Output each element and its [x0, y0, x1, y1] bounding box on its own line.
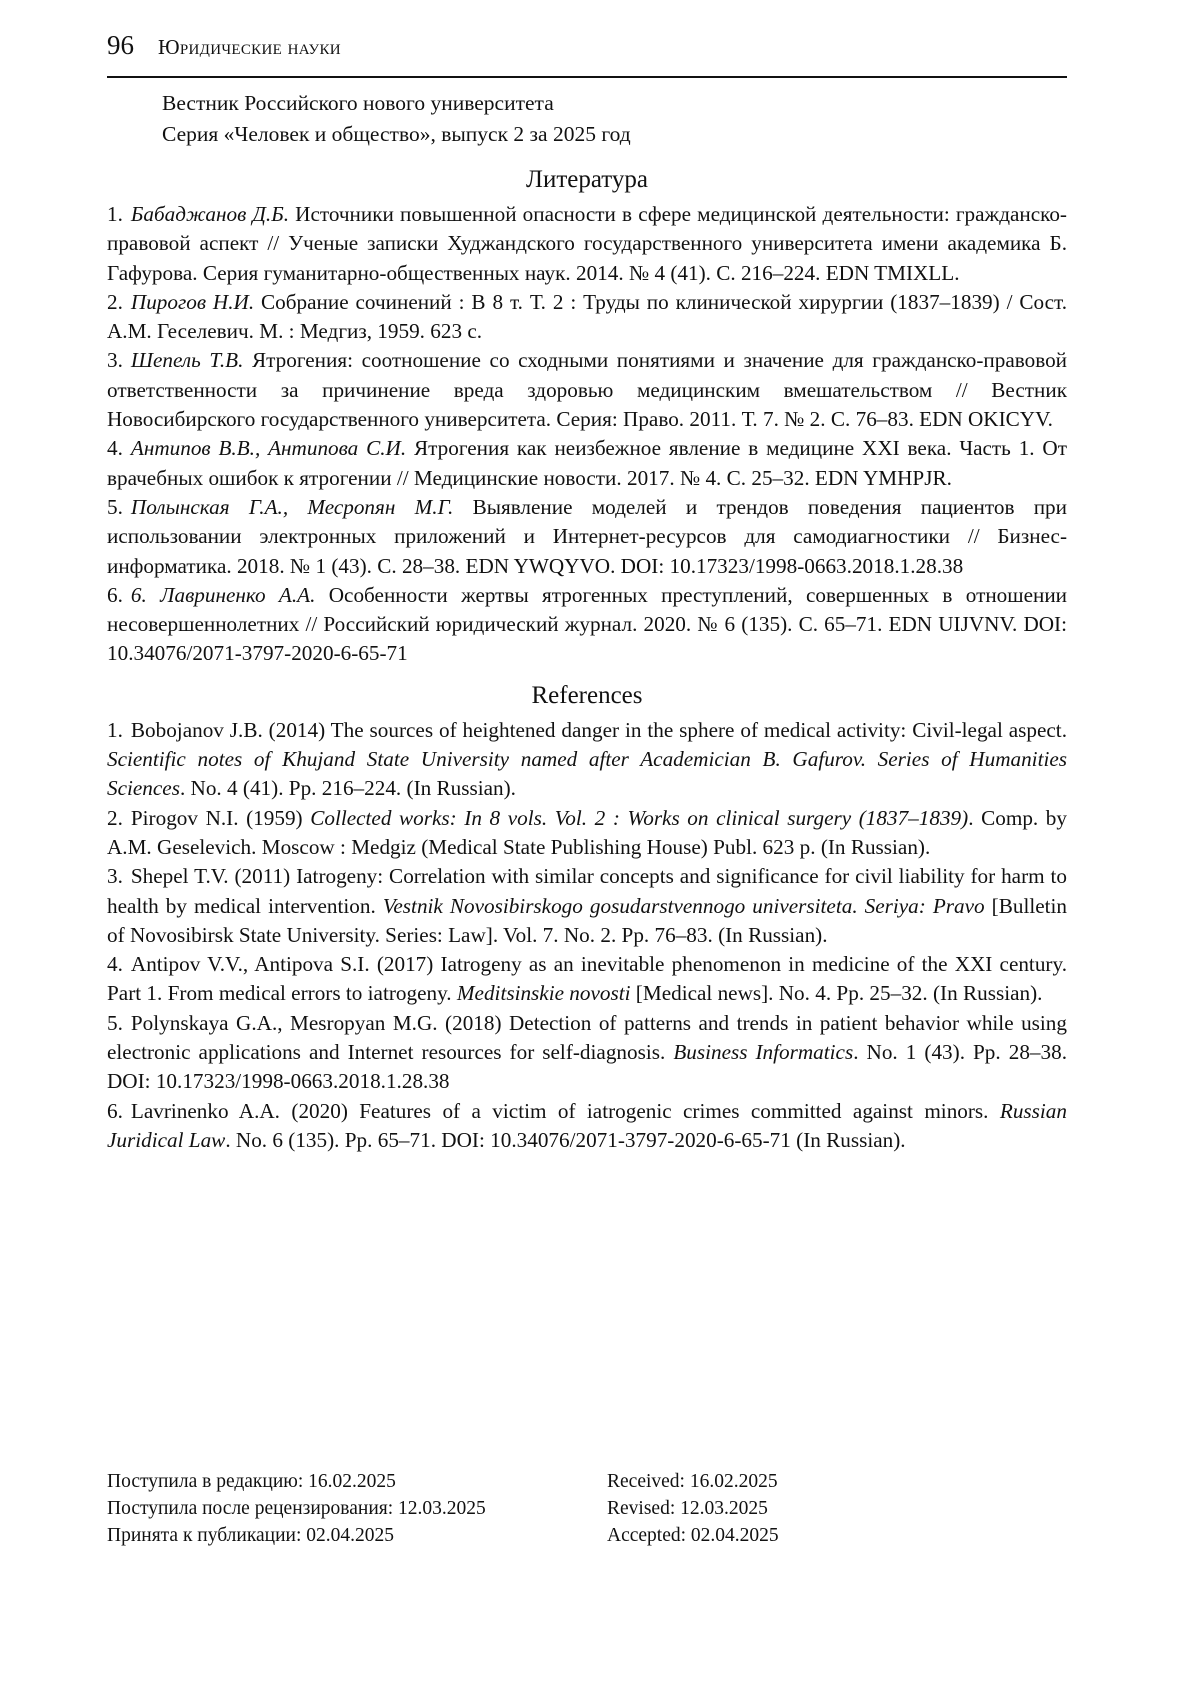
literature-title: Литература: [526, 166, 648, 193]
literature-item: 2. Пирогов Н.И. Собрание сочинений : В 8 т. Т. 2 : Труды по клинической хирургии (1837–1839) / Сост. А.М. Геселевич. М. : Медгиз, 1959. 623 с.: [107, 289, 1067, 344]
literature-item: 6. 6. Лавриненко А.А. Особенности жертвы ятрогенных преступлений, совершенных в отношении несовершеннолетних // Российский юридический журнал. 2020. № 6 (135). С. 65–71. EDN UIJVNV. DOI: 10.34076/2071-3797-2020-6-65-71: [107, 582, 1067, 666]
running-head: [107, 30, 1067, 70]
reference-item: 3. Shepel T.V. (2011) Iatrogeny: Correlation with similar concepts and significance for civil liability for harm to health by medical intervention. Vestnik Novosibirskogo gosudarstvennogo universiteta. Seriya: Pravo [Bulletin of Novosibirsk State University. Series: Law]. Vol. 7. No. 2. Pp. 76–83. (In Russian).: [107, 864, 1067, 947]
literature-item: 3. Шепель Т.В. Ятрогения: соотношение со сходными понятиями и значение для гражданско-правовой ответственности за причинение вреда здоровью медицинским вмешательством // Вестник Новосибирского государственного университета. Серия: Право. 2011. Т. 7. № 2. С. 76–83. EDN OKICYV.: [107, 348, 1068, 432]
literature-item: 5. Полынская Г.А., Месропян М.Г. Выявление моделей и трендов поведения пациентов при использовании электронных приложений и Интернет-ресурсов для самодиагностики // Бизнес-информатика. 2018. № 1 (43). С. 28–38. EDN YWQYVO. DOI: 10.17323/1998-0663.2018.1.28.38: [107, 494, 1067, 578]
reference-item: 1. Bobojanov J.B. (2014) The sources of heightened danger in the sphere of medical activity: Civil-legal aspect. Scientific notes of Khujand State University named after Academician B. Gafurov. Series of Humanities Sciences. No. 4 (41). Pp. 216–224. (In Russian).: [107, 717, 1067, 801]
reference-item: 6. Lavrinenko A.A. (2020) Features of a victim of iatrogenic crimes committed against minors. Russian Juridical Law. No. 6 (135). Pp. 65–71. DOI: 10.34076/2071-3797-2020-6-65-71 (In Russian).: [107, 1098, 1067, 1152]
header-rule: [107, 76, 1067, 78]
references-list: [107, 716, 1067, 1155]
received-date-en: Received: 16.02.2025: [607, 1471, 778, 1492]
literature-list: [107, 200, 1067, 669]
journal-name: Вестник Российского нового университета: [162, 91, 554, 115]
accepted-date-ru: Принята к публикации: 02.04.2025: [107, 1525, 395, 1546]
accepted-date-en: Accepted: 02.04.2025: [607, 1525, 779, 1546]
reference-item: 4. Antipov V.V., Antipova S.I. (2017) Iatrogeny as an inevitable phenomenon in medicine of the XXI century. Part 1. From medical errors to iatrogeny. Meditsinskie novosti [Medical news]. No. 4. Pp. 25–32. (In Russian).: [107, 952, 1067, 1006]
literature-item: 4. Антипов В.В., Антипова С.И. Ятрогения как неизбежное явление в медицине XXI века. Часть 1. От врачебных ошибок к ятрогении // Медицинские новости. 2017. № 4. С. 25–32. EDN YMHPJR.: [107, 436, 1067, 490]
page-number: 96: [107, 30, 134, 60]
journal-series: Серия «Человек и общество», выпуск 2 за 2025 год: [162, 122, 631, 146]
dates-english: [607, 1468, 1007, 1549]
revised-date-en: Revised: 12.03.2025: [607, 1498, 768, 1519]
dates-russian: [107, 1468, 607, 1549]
reference-item: 5. Polynskaya G.A., Mesropyan M.G. (2018) Detection of patterns and trends in patient behavior while using electronic applications and Internet resources for self-diagnosis. Business Informatics. No. 1 (43). Pp. 28–38. DOI: 10.17323/1998-0663.2018.1.28.38: [107, 1010, 1067, 1094]
article-dates: [107, 1468, 1067, 1549]
references-title: References: [531, 681, 643, 709]
received-date-ru: Поступила в редакцию: 16.02.2025: [107, 1471, 396, 1492]
journal-info: [162, 88, 1067, 150]
literature-item: 1. Бабаджанов Д.Б. Источники повышенной опасности в сфере медицинской деятельности: гражданско-правовой аспект // Ученые записки Худжандского государственного университета имени академика Б. Гафурова. Серия гуманитарно-общественных наук. 2014. № 4 (41). С. 216–224. EDN TMIXLL.: [107, 202, 1067, 285]
reference-item: 2. Pirogov N.I. (1959) Collected works: In 8 vols. Vol. 2 : Works on clinical surgery (1837–1839). Comp. by A.M. Geselevich. Moscow : Medgiz (Medical State Publishing House) Publ. 623 p. (In Russian).: [107, 805, 1067, 859]
page: [107, 30, 1067, 1155]
revised-date-ru: Поступила после рецензирования: 12.03.2025: [107, 1498, 486, 1519]
section-name: Юридические науки: [158, 35, 341, 59]
